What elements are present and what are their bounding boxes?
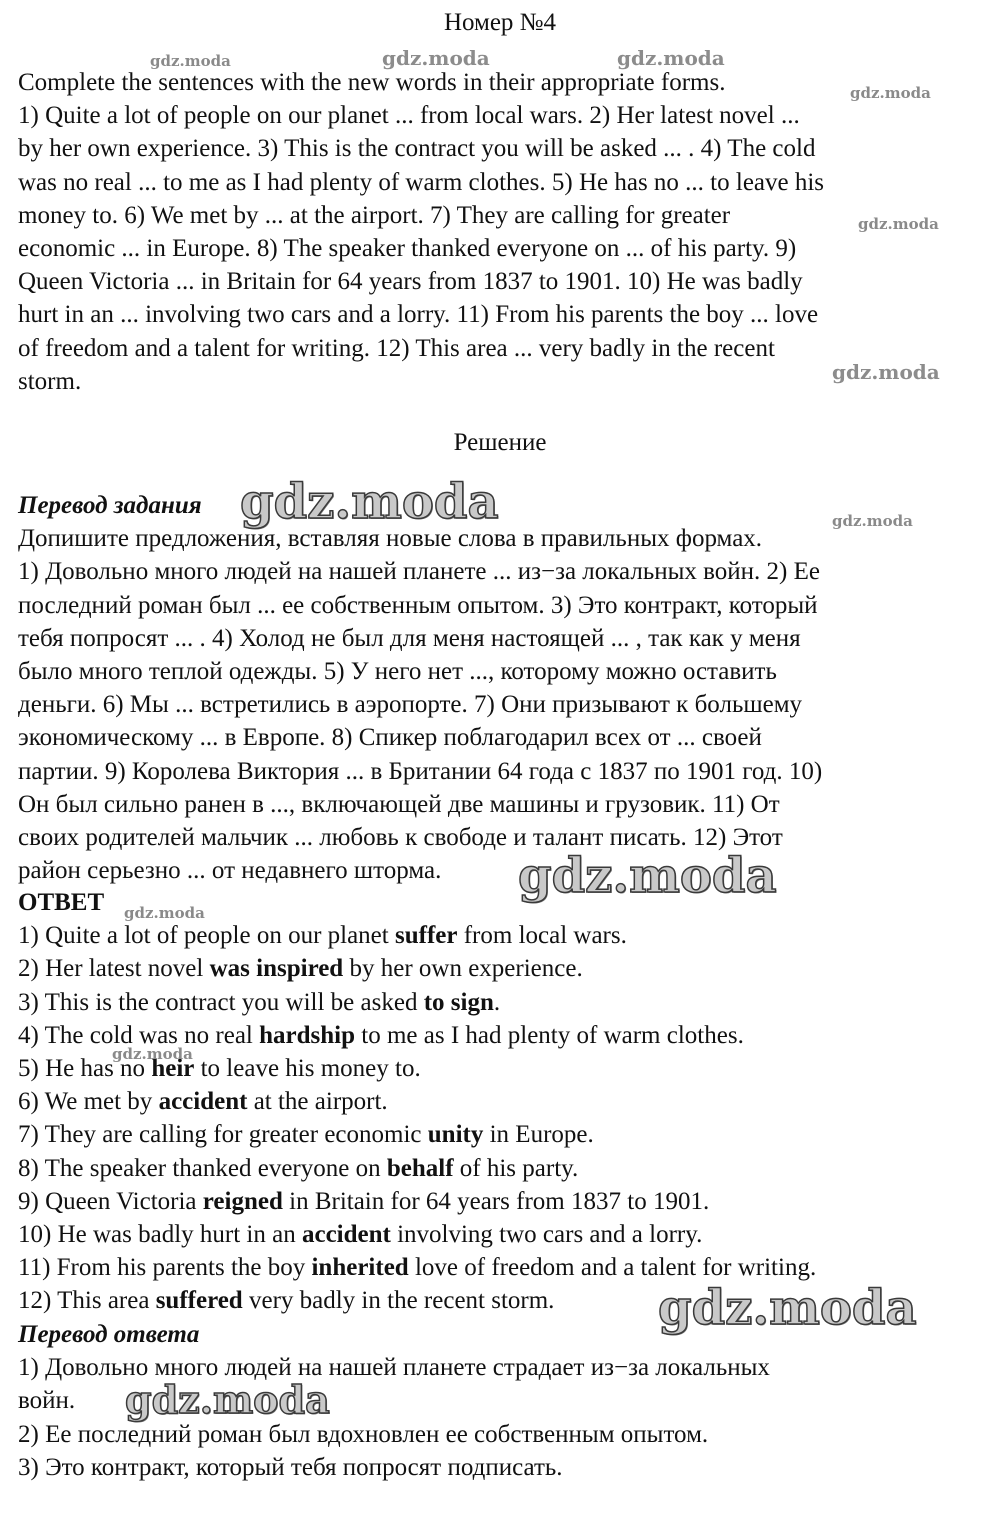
watermark: gdz.moda [832,360,940,384]
translation-line: экономическому ... в Европе. 8) Спикер поблагодарил всех от ... своей [18,724,762,752]
watermark: gdz.moda [658,1280,917,1336]
watermark: gdz.moda [150,52,231,70]
translation-line: партии. 9) Королева Виктория ... в Британии 64 года с 1837 по 1901 год. 10) [18,757,823,785]
translation-line: деньги. 6) Мы ... встретились в аэропорте. 7) Они призывают к большему [18,691,803,719]
task-translation [18,489,980,887]
translation-line: Допишите предложения, вставляя новые слова в правильных формах. [18,525,763,553]
task-line: Complete the sentences with the new words in their appropriate forms. [18,69,726,96]
watermark: gdz.moda [832,512,913,530]
watermark: gdz.moda [850,84,931,102]
answer-word: inherited [311,1254,409,1282]
answer-word: suffer [394,922,458,950]
answer-line: 12) This area suffered very badly in the recent storm. [18,1287,555,1315]
answer-line: 10) He was badly hurt in an accident involving two cars and a lorry. [18,1221,703,1249]
answer-word: heir [151,1055,195,1083]
task-line: by her own experience. 3) This is the contract you will be asked ... . 4) The cold [18,135,816,163]
task-line: storm. [18,367,82,395]
translation-line: район серьезно ... от недавнего шторма. [18,857,442,885]
answer-translation-line: 2) Ее последний роман был вдохновлен ее собственным опытом. [18,1420,709,1448]
answer-line: 5) He has no heir to leave his money to. [18,1055,421,1083]
answer-label: ОТВЕТ [18,889,105,916]
translation-line: было много теплой одежды. 5) У него нет ..., которому можно оставить [18,658,777,686]
translation-line: своих родителей мальчик ... любовь к свободе и талант писать. 12) Этот [18,824,783,852]
task-line: was no real ... to me as I had plenty of warm clothes. 5) He has no ... to leave his [18,168,825,196]
watermark: gdz.moda [858,215,939,233]
translation-line: последний роман был ... ее собственным опытом. 3) Это контракт, который [18,591,818,619]
task-line: hurt in an ... involving two cars and a lorry. 11) From his parents the boy ... love [18,301,819,329]
watermark: gdz.moda [382,46,490,70]
answer-translation-line: 1) Довольно много людей на нашей планете страдает из−за локальных [18,1354,770,1382]
page-title: Номер №4 [443,9,557,36]
answer-translation-line: 3) Это контракт, который тебя попросят подписать. [18,1453,563,1481]
answer-line: 6) We met by accident at the airport. [18,1088,388,1116]
translation-line: 1) Довольно много людей на нашей планете ... из−за локальных войн. 2) Ее [18,558,820,586]
watermark: gdz.moda [518,848,777,904]
answer-line: 3) This is the contract you will be asked to sign. [18,988,501,1016]
answer-word: to sign [423,988,494,1016]
answer-word: unity [427,1121,484,1149]
answer-line: 2) Her latest novel was inspired by her own experience. [18,955,583,983]
task-line: 1) Quite a lot of people on our planet ... from local wars. 2) Her latest novel ... [18,102,800,130]
answer-translation-label: Перевод ответа [18,1321,200,1348]
answer-word: accident [158,1088,248,1116]
answer-translation-line: войн. [18,1387,76,1415]
answer-line: 8) The speaker thanked everyone on behalf of his party. [18,1154,579,1182]
watermark: gdz.moda [112,1045,193,1063]
task-line: of freedom and a talent for writing. 12) This area ... very badly in the recent [18,334,775,362]
translation-line: Он был сильно ранен в ..., включающей две машины и грузовик. 11) От [18,790,780,818]
answer-line: 7) They are calling for greater economic unity in Europe. [18,1121,594,1149]
translation-line: тебя попросят ... . 4) Холод не был для меня настоящей ... , так как у меня [18,624,801,652]
answer-line: 11) From his parents the boy inherited love of freedom and a talent for writing. [18,1254,817,1282]
task-line: Queen Victoria ... in Britain for 64 years from 1837 to 1901. 10) He was badly [18,268,803,296]
answer-line: 9) Queen Victoria reigned in Britain for 64 years from 1837 to 1901. [18,1187,710,1215]
answer-word: was inspired [209,955,344,983]
task-text [18,66,980,398]
answer-word: suffered [155,1287,243,1315]
answer-word: hardship [259,1021,356,1049]
task-line: economic ... in Europe. 8) The speaker thanked everyone on ... of his party. 9) [18,235,797,263]
watermark: gdz.moda [125,1377,330,1422]
solution-heading: Решение [453,429,547,456]
answer-word: reigned [202,1187,283,1215]
answer-line: 1) Quite a lot of people on our planet suffer from local wars. [18,922,627,950]
watermark: gdz.moda [617,46,725,70]
watermark: gdz.moda [124,904,205,922]
translation-label: Перевод задания [18,492,202,519]
task-line: money to. 6) We met by ... at the airport. 7) They are calling for greater [18,201,731,229]
answer-section [18,886,980,1318]
watermark: gdz.moda [240,474,499,530]
answer-word: accident [301,1221,391,1249]
answer-line: 4) The cold was no real hardship to me as I had plenty of warm clothes. [18,1021,744,1049]
answer-word: behalf [386,1154,454,1182]
